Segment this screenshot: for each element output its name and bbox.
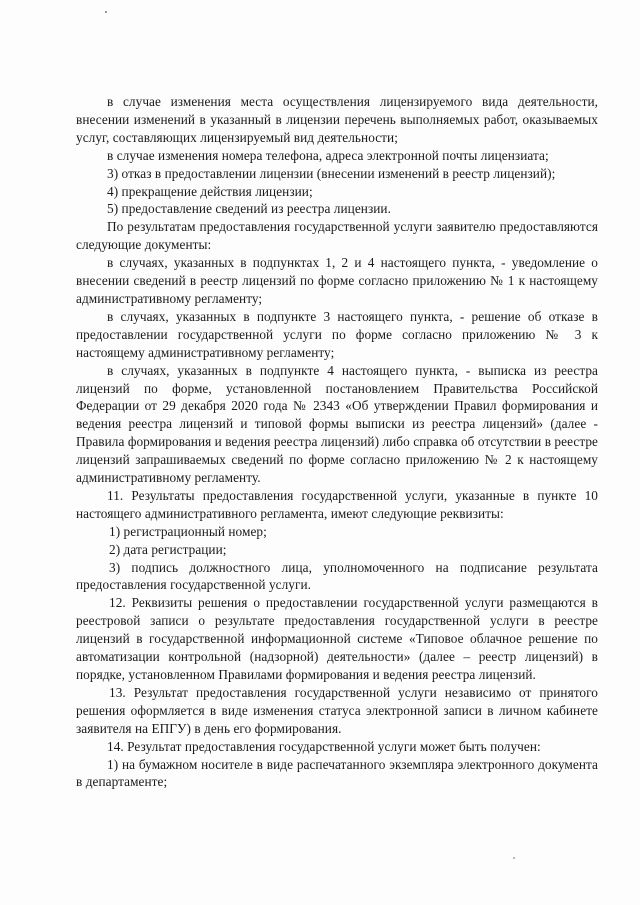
paragraph: По результатам предоставления государственной услуги заявителю предоставляются следующие документы: [76,219,598,253]
paragraph: 12. Реквизиты решения о предоставлении государственной услуги размещаются в реестровой записи о результате предоставления государственной услуги в реестре лицензий в государственной информационной системе «Типовое облачное решение по автоматизации контрольной (надзорной) деятельности» (далее – реестр лицензий) в порядке, установленном Правилами формирования и ведения реестра лицензий. [76,595,598,682]
paragraph: 3) отказ в предоставлении лицензии (внесении изменений в реестр лицензий); [107,165,556,181]
paragraph: 2) дата регистрации; [109,541,227,557]
paragraph: в случаях, указанных в подпункте 4 настоящего пункта, - выписка из реестра лицензий по форме, установленной постановлением Правительства Российской Федерации от 29 декабря 2020 года № 2343 «Об утверждении Правил формирования и ведения реестра лицензий и типовой формы выписки из реестра лицензий» (далее - Правила формирования и ведения реестра лицензий) либо справка об отсутствии в реестре лицензий запрашиваемых сведений по форме согласно приложению № 2 к настоящему административному регламенту. [76,362,598,486]
paragraph: 3) подпись должностного лица, уполномоченного на подписание результата предоставления государственной услуги. [76,559,598,593]
scan-speck [513,857,515,859]
paragraph: в случае изменения места осуществления лицензируемого вида деятельности, внесении изменений в указанный в лицензии перечень выполняемых работ, оказываемых услуг, составляющих лицензируемый вид деятельности; [76,94,598,145]
paragraph: 5) предоставление сведений из реестра лицензии. [107,201,391,217]
paragraph: в случаях, указанных в подпункте 3 настоящего пункта, - решение об отказе в предоставлении государственной услуги по форме согласно приложению № 3 к настоящему административному регламенту; [76,308,598,360]
paragraph: в случаях, указанных в подпунктах 1, 2 и 4 настоящего пункта, - уведомление о внесении сведений в реестр лицензий по форме согласно приложению № 1 к настоящему административному регламенту; [76,255,598,306]
paragraph: 13. Результат предоставления государственной услуги независимо от принятого решения оформляется в виде изменения статуса электронной записи в личном кабинете заявителя на ЕПГУ) в день его формирования. [76,684,598,736]
paragraph: 4) прекращение действия лицензии; [107,183,313,199]
paragraph: 1) регистрационный номер; [109,523,267,539]
document-body [76,93,598,791]
paragraph: в случае изменения номера телефона, адреса электронной почты лицензиата; [107,147,549,163]
paragraph: 11. Результаты предоставления государственной услуги, указанные в пункте 10 настоящего административного регламента, имеют следующие реквизиты: [76,487,598,521]
paragraph: 14. Результат предоставления государственной услуги может быть получен: [107,738,541,754]
scan-speck [105,11,107,13]
paragraph: 1) на бумажном носителе в виде распечатанного экземпляра электронного документа в департаменте; [76,756,598,790]
